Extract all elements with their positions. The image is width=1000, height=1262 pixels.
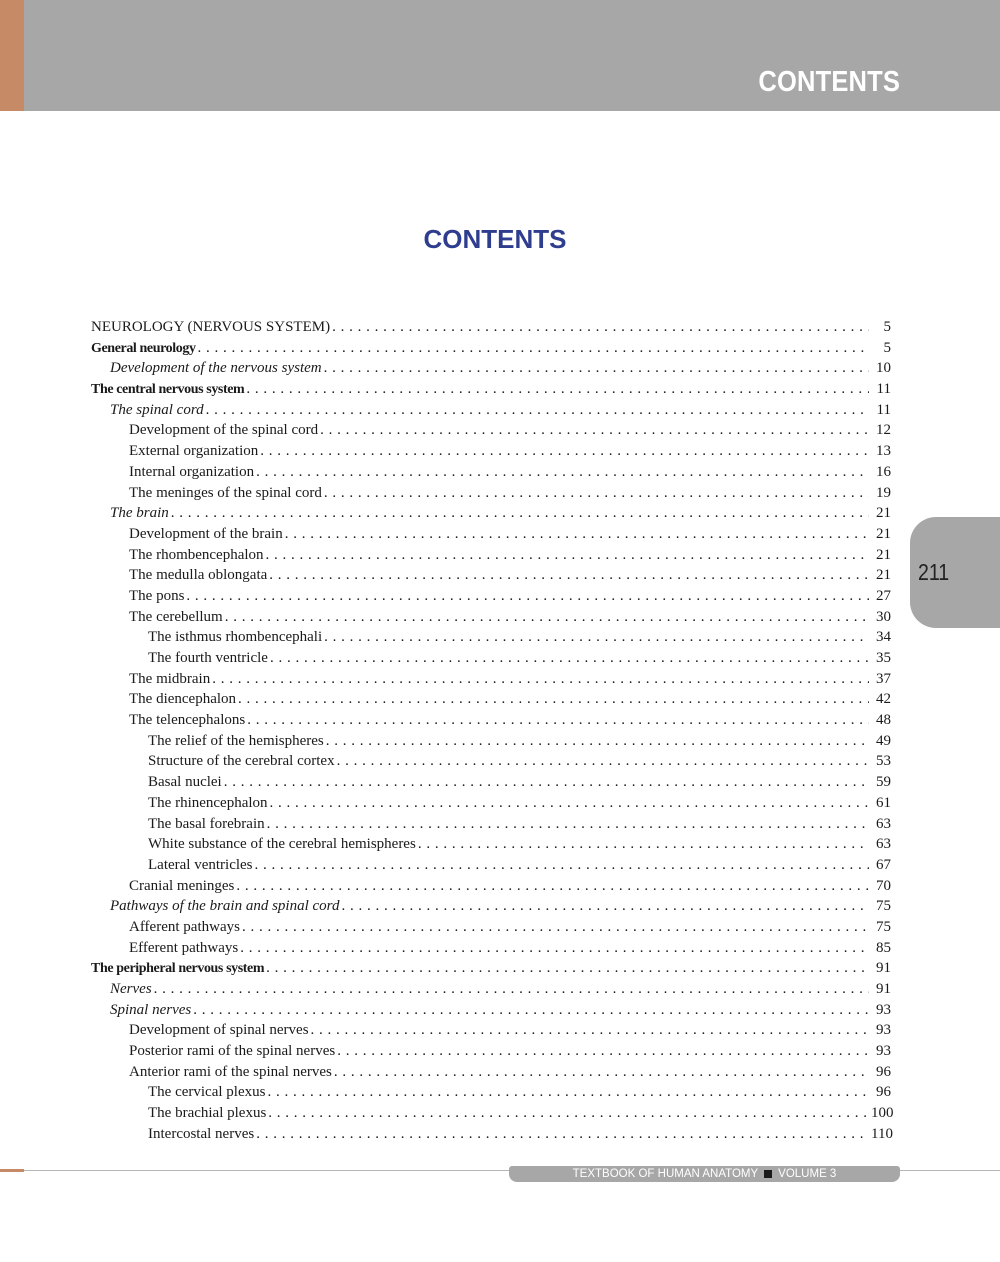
toc-entry[interactable] [91,960,891,981]
toc-dot-leader [270,795,869,812]
toc-entry-page: 63 [876,836,891,853]
toc-entry[interactable] [91,567,891,588]
toc-dot-leader [269,567,869,584]
toc-entry-page: 21 [876,567,891,584]
toc-dot-leader [256,464,869,481]
toc-entry-label: Development of spinal nerves [129,1022,309,1039]
toc-entry-page: 75 [876,918,891,935]
toc-dot-leader [337,753,869,770]
toc-entry-label: The rhinencephalon [148,794,268,811]
toc-entry-label: External organization [129,443,259,460]
toc-entry[interactable] [91,733,891,754]
toc-entry-page: 100 [871,1105,894,1122]
toc-entry-page: 21 [876,525,891,542]
toc-entry[interactable] [91,1105,894,1126]
toc-entry[interactable] [91,609,891,630]
toc-entry[interactable] [91,526,891,547]
toc-dot-leader [334,1064,869,1081]
toc-entry-page: 48 [876,712,891,729]
toc-entry-page: 85 [876,939,891,956]
toc-dot-leader [236,878,869,895]
toc-entry-page: 11 [876,381,891,398]
toc-entry[interactable] [91,1126,891,1147]
footer-accent-strip [0,1169,24,1172]
running-header-title: CONTENTS [758,66,900,98]
toc-entry[interactable] [91,422,891,443]
toc-entry-label: Posterior rami of the spinal nerves [129,1043,336,1060]
toc-entry-label: Lateral ventricles [148,856,253,873]
toc-dot-leader [266,547,869,564]
toc-entry-page: 93 [876,1022,891,1039]
toc-dot-leader [240,940,869,957]
table-of-contents [91,319,894,1147]
toc-dot-leader [266,960,869,977]
toc-entry-page: 67 [876,856,891,873]
toc-dot-leader [311,1022,869,1039]
toc-entry-page: 91 [876,960,891,977]
toc-dot-leader [246,381,869,398]
toc-entry-page: 110 [871,1125,893,1142]
toc-dot-leader [198,340,869,357]
toc-entry[interactable] [91,671,891,692]
toc-entry-label: The fourth ventricle [148,650,268,666]
toc-entry[interactable] [91,857,891,878]
toc-entry-label: Development of the brain [129,525,283,542]
toc-entry[interactable] [91,505,891,526]
toc-entry-page: 75 [876,898,891,915]
page-title: CONTENTS [423,224,567,254]
toc-entry[interactable] [91,898,891,919]
toc-dot-leader [324,360,869,377]
toc-entry-page: 93 [876,1001,891,1018]
toc-dot-leader [206,402,869,419]
toc-entry-label: The basal forebrain [148,815,265,832]
toc-dot-leader [193,1002,869,1019]
toc-dot-leader [242,919,869,936]
toc-entry-page: 16 [876,463,891,480]
toc-dot-leader [285,526,869,543]
toc-entry-page: 21 [876,505,891,522]
toc-entry[interactable] [91,650,891,671]
toc-entry-label: The brain [110,505,169,522]
toc-entry-label: Intercostal nerves [148,1125,255,1142]
toc-dot-leader [267,1084,869,1101]
toc-entry-page: 37 [876,670,891,687]
toc-dot-leader [238,691,869,708]
toc-entry[interactable] [91,691,891,712]
toc-dot-leader [326,733,869,750]
toc-entry-label: General neurology [91,340,196,356]
toc-entry-label: Basal nuclei [148,774,222,791]
toc-entry[interactable] [91,402,891,423]
toc-dot-leader [255,857,869,874]
toc-entry-label: The spinal cord [110,401,204,418]
toc-entry-label: Development of the spinal cord [129,422,319,439]
toc-entry[interactable] [91,1022,891,1043]
toc-entry-label: Internal organization [129,463,255,480]
toc-dot-leader [270,650,869,667]
toc-entry[interactable] [91,774,891,795]
toc-entry-label: The rhombencephalon [129,546,264,563]
toc-entry-page: 49 [876,732,891,749]
toc-entry-page: 42 [876,691,891,708]
toc-dot-leader [320,422,869,439]
toc-dot-leader [324,629,869,646]
toc-entry[interactable] [91,878,891,899]
toc-entry-label: Cranial meninges [129,877,235,894]
toc-entry-page: 13 [876,443,891,460]
toc-entry[interactable] [91,940,891,961]
toc-entry-page: 30 [876,608,891,625]
toc-dot-leader [332,319,869,336]
toc-entry-page: 27 [876,587,891,604]
toc-entry-label: The relief of the hemispheres [148,732,324,749]
toc-entry-label: The midbrain [129,670,211,687]
toc-entry-label: The pons [129,587,185,604]
toc-entry[interactable] [91,1002,891,1023]
toc-entry-page: 21 [876,546,891,563]
toc-entry[interactable] [91,381,891,402]
toc-entry-page: 35 [876,650,891,666]
toc-entry[interactable] [91,836,891,857]
toc-dot-leader [256,1126,869,1143]
toc-entry-label: The central nervous system [91,382,245,398]
toc-entry-label: The telencephalons [129,712,246,729]
toc-entry-label: NEUROLOGY (NERVOUS SYSTEM) [91,319,331,335]
toc-entry[interactable] [91,1084,891,1105]
toc-entry-page: 10 [876,360,891,377]
toc-entry-label: Afferent pathways [129,918,240,935]
toc-entry-page: 96 [876,1063,891,1080]
toc-entry-label: The brachial plexus [148,1105,267,1122]
toc-entry-label: White substance of the cerebral hemispheres [148,836,416,853]
toc-entry[interactable] [91,588,891,609]
toc-entry-label: Nerves [110,981,152,997]
toc-dot-leader [260,443,869,460]
toc-entry-page: 63 [876,815,891,832]
toc-entry-label: Pathways of the brain and spinal cord [110,898,340,915]
toc-dot-leader [224,774,869,791]
toc-dot-leader [186,588,869,605]
toc-dot-leader [341,898,869,915]
toc-entry-label: The diencephalon [129,691,237,708]
toc-entry-page: 53 [876,753,891,770]
toc-entry[interactable] [91,753,891,774]
toc-entry[interactable] [91,464,891,485]
toc-entry[interactable] [91,919,891,940]
toc-entry-label: Spinal nerves [110,1001,192,1018]
toc-entry-page: 59 [876,774,891,791]
toc-dot-leader [268,1105,869,1122]
footer-book-label [509,1166,900,1182]
toc-entry-label: Structure of the cerebral cortex [148,753,335,770]
toc-entry-page: 34 [876,629,891,646]
page-number: 211 [918,559,950,585]
toc-dot-leader [267,816,869,833]
toc-entry-page: 5 [883,319,891,335]
toc-entry[interactable] [91,485,891,506]
toc-entry[interactable] [91,360,891,381]
toc-entry-page: 96 [876,1084,891,1101]
toc-entry[interactable] [91,340,891,361]
toc-entry-label: The cervical plexus [148,1084,266,1101]
header-accent-strip [0,0,24,111]
footer-volume: VOLUME 3 [778,1168,837,1180]
toc-dot-leader [171,505,869,522]
toc-dot-leader [418,836,869,853]
toc-entry-page: 61 [876,794,891,811]
toc-entry-page: 19 [876,484,891,501]
toc-entry-page: 91 [876,981,891,997]
toc-entry[interactable] [91,816,891,837]
toc-entry[interactable] [91,1043,891,1064]
toc-entry-label: The isthmus rhombencephali [148,629,323,646]
toc-entry-label: Anterior rami of the spinal nerves [129,1063,332,1080]
toc-dot-leader [324,485,869,502]
toc-entry[interactable] [91,981,891,1002]
toc-entry[interactable] [91,795,891,816]
footer-book-title: TEXTBOOK OF HUMAN ANATOMY [572,1168,759,1180]
toc-entry[interactable] [91,547,891,568]
toc-entry-page: 70 [876,877,891,894]
toc-entry[interactable] [91,1064,891,1085]
toc-entry-page: 5 [883,339,891,356]
toc-dot-leader [212,671,869,688]
toc-entry-label: Development of the nervous system [110,360,322,377]
toc-entry-label: The medulla oblongata [129,567,268,584]
toc-dot-leader [154,981,869,998]
toc-entry-page: 12 [876,422,891,439]
square-bullet-icon [764,1170,772,1178]
toc-entry-page: 11 [876,401,891,418]
toc-entry-label: The meninges of the spinal cord [129,484,322,501]
toc-entry[interactable] [91,629,891,650]
toc-entry[interactable] [91,712,891,733]
toc-entry-page: 93 [876,1043,891,1060]
toc-entry-label: The peripheral nervous system [91,961,265,977]
toc-entry-label: Efferent pathways [129,939,239,956]
toc-dot-leader [247,712,869,729]
toc-dot-leader [337,1043,869,1060]
toc-entry-label: The cerebellum [129,608,223,625]
toc-entry[interactable] [91,319,891,340]
toc-dot-leader [225,609,869,626]
toc-entry[interactable] [91,443,891,464]
